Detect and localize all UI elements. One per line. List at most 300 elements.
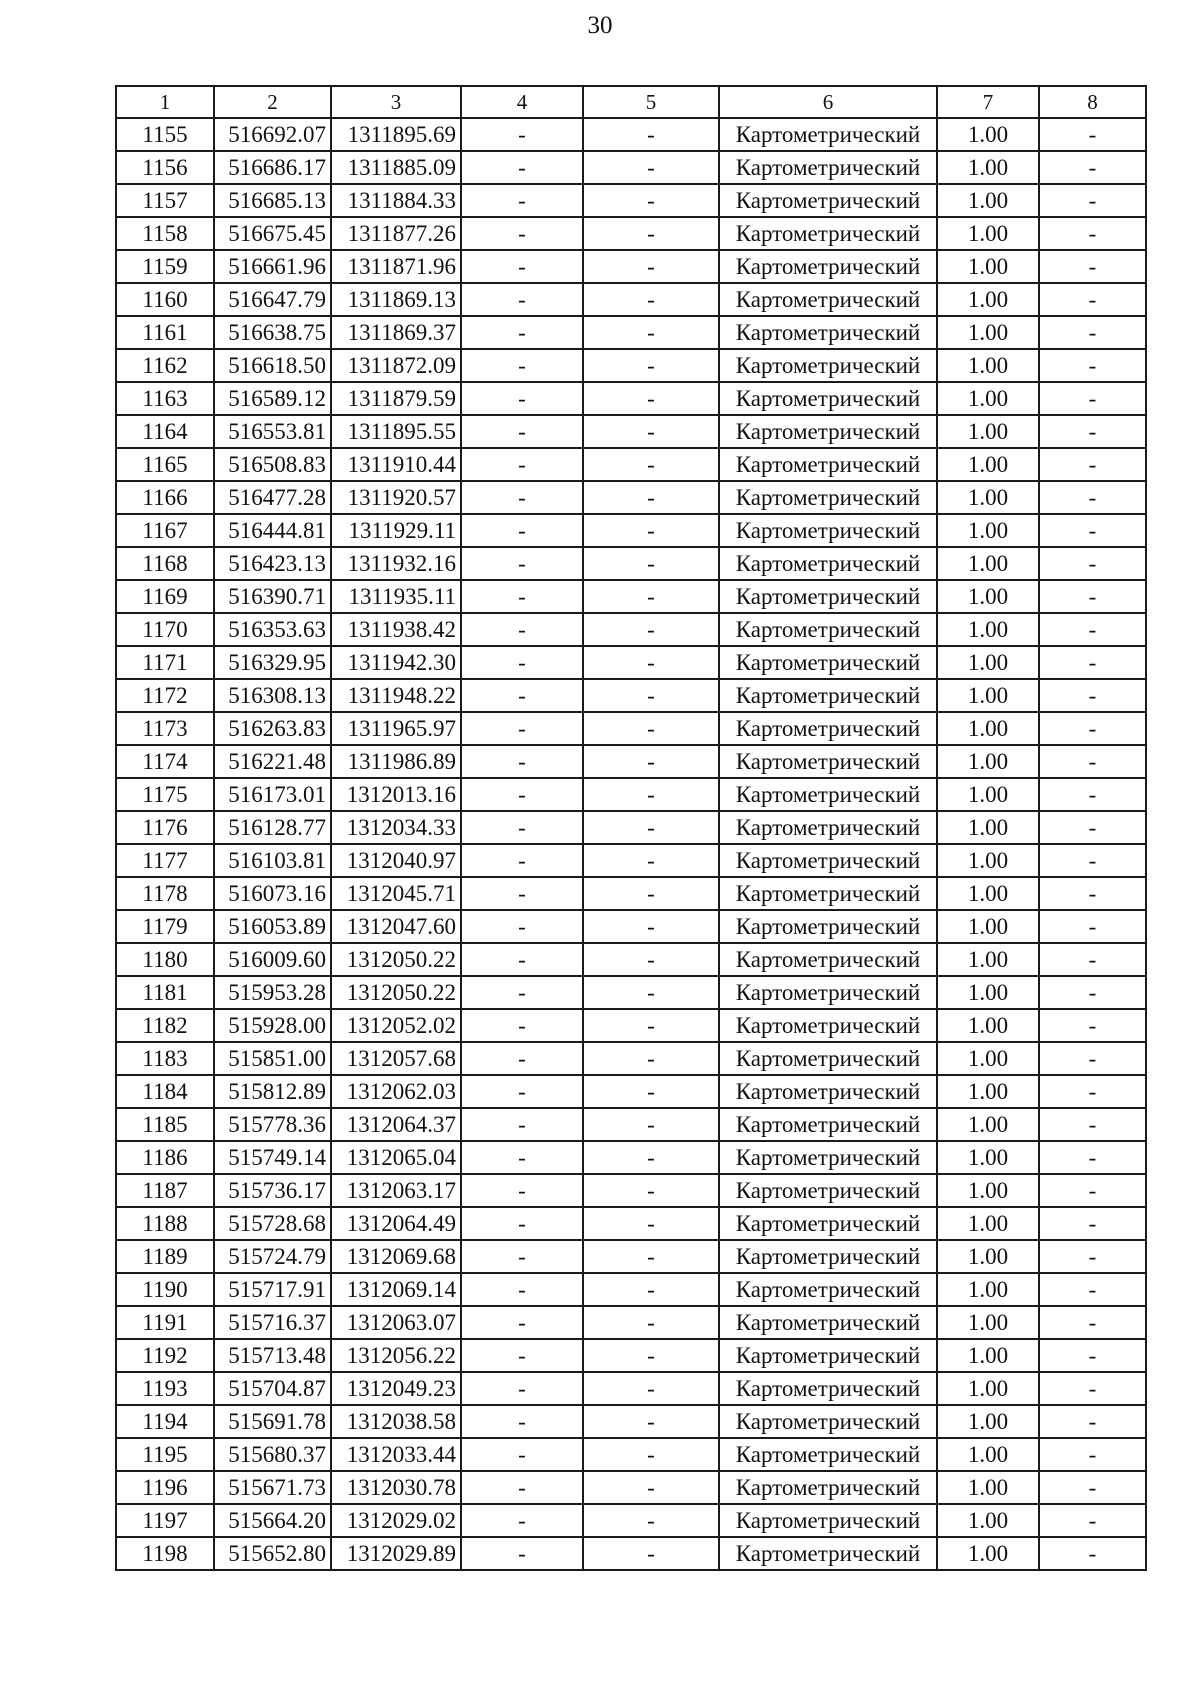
cell-point-number: 1179 [116,910,214,943]
cell-y-coordinate: 1312062.03 [331,1075,461,1108]
cell-col-5: - [583,448,719,481]
cell-method: Картометрический [719,514,937,547]
cell-x-coordinate: 516686.17 [214,151,331,184]
cell-x-coordinate: 516221.48 [214,745,331,778]
cell-method: Картометрический [719,1372,937,1405]
cell-col-8: - [1039,580,1146,613]
cell-col-4: - [461,778,583,811]
cell-point-number: 1169 [116,580,214,613]
cell-method: Картометрический [719,1075,937,1108]
table-row [116,1207,1146,1240]
table-row [116,943,1146,976]
cell-y-coordinate: 1311935.11 [331,580,461,613]
cell-col-8: - [1039,1339,1146,1372]
cell-method: Картометрический [719,1108,937,1141]
cell-method: Картометрический [719,1174,937,1207]
cell-col-5: - [583,1438,719,1471]
cell-x-coordinate: 515717.91 [214,1273,331,1306]
cell-point-number: 1161 [116,316,214,349]
cell-point-number: 1184 [116,1075,214,1108]
cell-col-5: - [583,481,719,514]
cell-col-4: - [461,679,583,712]
table-row [116,118,1146,151]
cell-col-5: - [583,514,719,547]
cell-method: Картометрический [719,1471,937,1504]
table-row [116,1108,1146,1141]
header-row [116,86,1146,118]
cell-method: Картометрический [719,415,937,448]
cell-x-coordinate: 516128.77 [214,811,331,844]
table-row [116,1306,1146,1339]
cell-y-coordinate: 1312050.22 [331,976,461,1009]
cell-col-8: - [1039,844,1146,877]
column-header-5: 5 [583,86,719,118]
table-row [116,1273,1146,1306]
cell-y-coordinate: 1312047.60 [331,910,461,943]
cell-precision: 1.00 [937,1504,1039,1537]
cell-y-coordinate: 1311929.11 [331,514,461,547]
table-row [116,1405,1146,1438]
cell-y-coordinate: 1311869.13 [331,283,461,316]
cell-point-number: 1166 [116,481,214,514]
cell-y-coordinate: 1312064.37 [331,1108,461,1141]
cell-col-8: - [1039,943,1146,976]
cell-col-5: - [583,349,719,382]
cell-col-4: - [461,1504,583,1537]
cell-col-5: - [583,811,719,844]
cell-method: Картометрический [719,1339,937,1372]
cell-x-coordinate: 516692.07 [214,118,331,151]
table-row [116,316,1146,349]
cell-col-5: - [583,1405,719,1438]
cell-col-5: - [583,844,719,877]
cell-method: Картометрический [719,646,937,679]
cell-col-4: - [461,1141,583,1174]
column-header-7: 7 [937,86,1039,118]
table-row [116,613,1146,646]
cell-col-8: - [1039,184,1146,217]
column-header-4: 4 [461,86,583,118]
cell-col-5: - [583,1372,719,1405]
table-row [116,382,1146,415]
cell-method: Картометрический [719,316,937,349]
column-header-1: 1 [116,86,214,118]
cell-point-number: 1194 [116,1405,214,1438]
cell-x-coordinate: 515691.78 [214,1405,331,1438]
cell-method: Картометрический [719,283,937,316]
coordinates-table [115,85,1147,1571]
cell-precision: 1.00 [937,118,1039,151]
cell-col-5: - [583,679,719,712]
cell-y-coordinate: 1311879.59 [331,382,461,415]
cell-col-5: - [583,1306,719,1339]
table-row [116,151,1146,184]
cell-col-8: - [1039,1141,1146,1174]
cell-x-coordinate: 515928.00 [214,1009,331,1042]
cell-precision: 1.00 [937,283,1039,316]
cell-x-coordinate: 516009.60 [214,943,331,976]
cell-precision: 1.00 [937,811,1039,844]
cell-precision: 1.00 [937,778,1039,811]
table-row [116,745,1146,778]
cell-col-4: - [461,976,583,1009]
table-row [116,811,1146,844]
cell-col-8: - [1039,118,1146,151]
cell-precision: 1.00 [937,250,1039,283]
table-row [116,1075,1146,1108]
cell-col-4: - [461,1075,583,1108]
cell-col-8: - [1039,1504,1146,1537]
cell-x-coordinate: 515812.89 [214,1075,331,1108]
cell-point-number: 1185 [116,1108,214,1141]
cell-col-5: - [583,613,719,646]
cell-point-number: 1157 [116,184,214,217]
cell-y-coordinate: 1312040.97 [331,844,461,877]
cell-point-number: 1193 [116,1372,214,1405]
cell-col-4: - [461,1405,583,1438]
cell-precision: 1.00 [937,184,1039,217]
cell-precision: 1.00 [937,547,1039,580]
cell-point-number: 1170 [116,613,214,646]
cell-point-number: 1167 [116,514,214,547]
cell-col-4: - [461,712,583,745]
cell-point-number: 1173 [116,712,214,745]
cell-x-coordinate: 516647.79 [214,283,331,316]
table-row [116,547,1146,580]
cell-x-coordinate: 516638.75 [214,316,331,349]
table-row [116,877,1146,910]
cell-precision: 1.00 [937,1240,1039,1273]
cell-y-coordinate: 1311872.09 [331,349,461,382]
cell-col-5: - [583,250,719,283]
cell-y-coordinate: 1311948.22 [331,679,461,712]
cell-y-coordinate: 1311895.55 [331,415,461,448]
cell-x-coordinate: 516675.45 [214,217,331,250]
cell-method: Картометрический [719,151,937,184]
cell-col-4: - [461,1108,583,1141]
cell-point-number: 1198 [116,1537,214,1570]
cell-col-8: - [1039,1108,1146,1141]
cell-method: Картометрический [719,118,937,151]
cell-point-number: 1168 [116,547,214,580]
cell-y-coordinate: 1312052.02 [331,1009,461,1042]
cell-y-coordinate: 1312030.78 [331,1471,461,1504]
cell-col-4: - [461,217,583,250]
cell-col-5: - [583,1009,719,1042]
cell-col-8: - [1039,250,1146,283]
cell-col-4: - [461,613,583,646]
cell-precision: 1.00 [937,1009,1039,1042]
cell-col-8: - [1039,877,1146,910]
cell-col-4: - [461,448,583,481]
cell-col-8: - [1039,1240,1146,1273]
cell-col-5: - [583,976,719,1009]
page-number: 30 [587,12,613,39]
table-row [116,1372,1146,1405]
cell-y-coordinate: 1311942.30 [331,646,461,679]
cell-y-coordinate: 1312069.68 [331,1240,461,1273]
cell-col-5: - [583,1537,719,1570]
cell-col-4: - [461,151,583,184]
cell-x-coordinate: 516423.13 [214,547,331,580]
cell-col-4: - [461,580,583,613]
cell-col-5: - [583,217,719,250]
cell-point-number: 1164 [116,415,214,448]
cell-col-8: - [1039,415,1146,448]
cell-method: Картометрический [719,745,937,778]
cell-method: Картометрический [719,1405,937,1438]
cell-y-coordinate: 1311920.57 [331,481,461,514]
table-row [116,1471,1146,1504]
cell-y-coordinate: 1312064.49 [331,1207,461,1240]
cell-point-number: 1197 [116,1504,214,1537]
cell-precision: 1.00 [937,646,1039,679]
table-row [116,1438,1146,1471]
cell-col-4: - [461,811,583,844]
cell-col-4: - [461,1273,583,1306]
cell-method: Картометрический [719,382,937,415]
cell-col-4: - [461,514,583,547]
cell-point-number: 1188 [116,1207,214,1240]
cell-y-coordinate: 1312029.89 [331,1537,461,1570]
table-header [116,86,1146,118]
cell-col-5: - [583,877,719,910]
cell-precision: 1.00 [937,1372,1039,1405]
cell-col-4: - [461,547,583,580]
table-row [116,514,1146,547]
cell-y-coordinate: 1311938.42 [331,613,461,646]
table-row [116,1339,1146,1372]
cell-y-coordinate: 1312069.14 [331,1273,461,1306]
table-row [116,1240,1146,1273]
cell-col-4: - [461,250,583,283]
column-header-3: 3 [331,86,461,118]
cell-col-4: - [461,184,583,217]
cell-point-number: 1183 [116,1042,214,1075]
table-row [116,184,1146,217]
cell-col-4: - [461,1042,583,1075]
cell-method: Картометрический [719,250,937,283]
cell-col-8: - [1039,547,1146,580]
cell-col-4: - [461,1339,583,1372]
cell-col-5: - [583,580,719,613]
cell-col-5: - [583,745,719,778]
cell-col-4: - [461,844,583,877]
cell-precision: 1.00 [937,613,1039,646]
cell-point-number: 1155 [116,118,214,151]
cell-precision: 1.00 [937,1174,1039,1207]
cell-y-coordinate: 1311932.16 [331,547,461,580]
cell-col-5: - [583,316,719,349]
cell-precision: 1.00 [937,1537,1039,1570]
table-row [116,910,1146,943]
cell-y-coordinate: 1312038.58 [331,1405,461,1438]
table-row [116,1042,1146,1075]
cell-method: Картометрический [719,481,937,514]
cell-col-5: - [583,778,719,811]
cell-precision: 1.00 [937,1075,1039,1108]
cell-point-number: 1189 [116,1240,214,1273]
cell-method: Картометрический [719,1537,937,1570]
cell-y-coordinate: 1312033.44 [331,1438,461,1471]
cell-y-coordinate: 1311869.37 [331,316,461,349]
table-row [116,1504,1146,1537]
cell-col-4: - [461,481,583,514]
cell-method: Картометрический [719,1009,937,1042]
cell-col-4: - [461,745,583,778]
cell-point-number: 1163 [116,382,214,415]
cell-precision: 1.00 [937,217,1039,250]
cell-method: Картометрический [719,613,937,646]
cell-y-coordinate: 1312065.04 [331,1141,461,1174]
cell-point-number: 1171 [116,646,214,679]
cell-precision: 1.00 [937,1108,1039,1141]
cell-col-5: - [583,382,719,415]
cell-point-number: 1182 [116,1009,214,1042]
cell-col-4: - [461,1009,583,1042]
cell-col-8: - [1039,910,1146,943]
cell-y-coordinate: 1311871.96 [331,250,461,283]
cell-method: Картометрический [719,778,937,811]
cell-col-4: - [461,943,583,976]
cell-point-number: 1158 [116,217,214,250]
cell-point-number: 1178 [116,877,214,910]
table-row [116,349,1146,382]
cell-method: Картометрический [719,1042,937,1075]
cell-col-4: - [461,1207,583,1240]
cell-precision: 1.00 [937,745,1039,778]
cell-col-4: - [461,118,583,151]
cell-y-coordinate: 1311885.09 [331,151,461,184]
cell-y-coordinate: 1312013.16 [331,778,461,811]
cell-y-coordinate: 1312057.68 [331,1042,461,1075]
cell-col-4: - [461,349,583,382]
cell-x-coordinate: 515713.48 [214,1339,331,1372]
cell-x-coordinate: 515680.37 [214,1438,331,1471]
cell-col-8: - [1039,382,1146,415]
cell-col-8: - [1039,1207,1146,1240]
cell-method: Картометрический [719,976,937,1009]
cell-col-5: - [583,1471,719,1504]
table-row [116,712,1146,745]
cell-col-5: - [583,1504,719,1537]
cell-method: Картометрический [719,1141,937,1174]
cell-col-4: - [461,646,583,679]
cell-precision: 1.00 [937,1438,1039,1471]
cell-col-8: - [1039,613,1146,646]
cell-col-8: - [1039,1405,1146,1438]
cell-y-coordinate: 1312050.22 [331,943,461,976]
cell-col-8: - [1039,811,1146,844]
cell-precision: 1.00 [937,1273,1039,1306]
cell-precision: 1.00 [937,151,1039,184]
table-row [116,1141,1146,1174]
cell-col-5: - [583,118,719,151]
cell-col-8: - [1039,349,1146,382]
table-row [116,481,1146,514]
cell-x-coordinate: 516618.50 [214,349,331,382]
cell-x-coordinate: 516308.13 [214,679,331,712]
cell-x-coordinate: 516553.81 [214,415,331,448]
cell-y-coordinate: 1311884.33 [331,184,461,217]
cell-method: Картометрический [719,1240,937,1273]
cell-y-coordinate: 1312063.07 [331,1306,461,1339]
cell-col-8: - [1039,1009,1146,1042]
cell-method: Картометрический [719,448,937,481]
cell-x-coordinate: 515953.28 [214,976,331,1009]
cell-x-coordinate: 516073.16 [214,877,331,910]
cell-precision: 1.00 [937,1207,1039,1240]
cell-x-coordinate: 515778.36 [214,1108,331,1141]
cell-x-coordinate: 515736.17 [214,1174,331,1207]
table-row [116,250,1146,283]
cell-method: Картометрический [719,811,937,844]
cell-col-4: - [461,382,583,415]
cell-y-coordinate: 1312049.23 [331,1372,461,1405]
cell-col-5: - [583,283,719,316]
cell-col-4: - [461,1306,583,1339]
table-row [116,1009,1146,1042]
cell-y-coordinate: 1312063.17 [331,1174,461,1207]
cell-point-number: 1190 [116,1273,214,1306]
cell-col-8: - [1039,151,1146,184]
cell-col-8: - [1039,448,1146,481]
cell-col-4: - [461,910,583,943]
cell-precision: 1.00 [937,349,1039,382]
cell-col-5: - [583,1042,719,1075]
cell-col-5: - [583,1339,719,1372]
cell-precision: 1.00 [937,1042,1039,1075]
cell-point-number: 1175 [116,778,214,811]
cell-col-8: - [1039,1042,1146,1075]
cell-x-coordinate: 516103.81 [214,844,331,877]
cell-x-coordinate: 515664.20 [214,1504,331,1537]
cell-precision: 1.00 [937,679,1039,712]
cell-method: Картометрический [719,1207,937,1240]
cell-method: Картометрический [719,349,937,382]
cell-method: Картометрический [719,184,937,217]
cell-method: Картометрический [719,580,937,613]
cell-y-coordinate: 1311910.44 [331,448,461,481]
cell-x-coordinate: 516053.89 [214,910,331,943]
cell-x-coordinate: 515724.79 [214,1240,331,1273]
cell-col-8: - [1039,217,1146,250]
table-body [116,118,1146,1570]
cell-y-coordinate: 1312029.02 [331,1504,461,1537]
cell-point-number: 1187 [116,1174,214,1207]
cell-x-coordinate: 516444.81 [214,514,331,547]
cell-y-coordinate: 1312056.22 [331,1339,461,1372]
cell-x-coordinate: 516589.12 [214,382,331,415]
cell-x-coordinate: 516329.95 [214,646,331,679]
cell-method: Картометрический [719,844,937,877]
cell-col-8: - [1039,1273,1146,1306]
cell-point-number: 1160 [116,283,214,316]
table-row [116,778,1146,811]
cell-col-4: - [461,1438,583,1471]
cell-method: Картометрический [719,217,937,250]
cell-x-coordinate: 515671.73 [214,1471,331,1504]
cell-col-5: - [583,1273,719,1306]
table-row [116,646,1146,679]
cell-x-coordinate: 515749.14 [214,1141,331,1174]
table-row [116,283,1146,316]
cell-precision: 1.00 [937,1141,1039,1174]
cell-col-8: - [1039,1438,1146,1471]
cell-x-coordinate: 516661.96 [214,250,331,283]
cell-col-8: - [1039,712,1146,745]
cell-col-8: - [1039,1372,1146,1405]
